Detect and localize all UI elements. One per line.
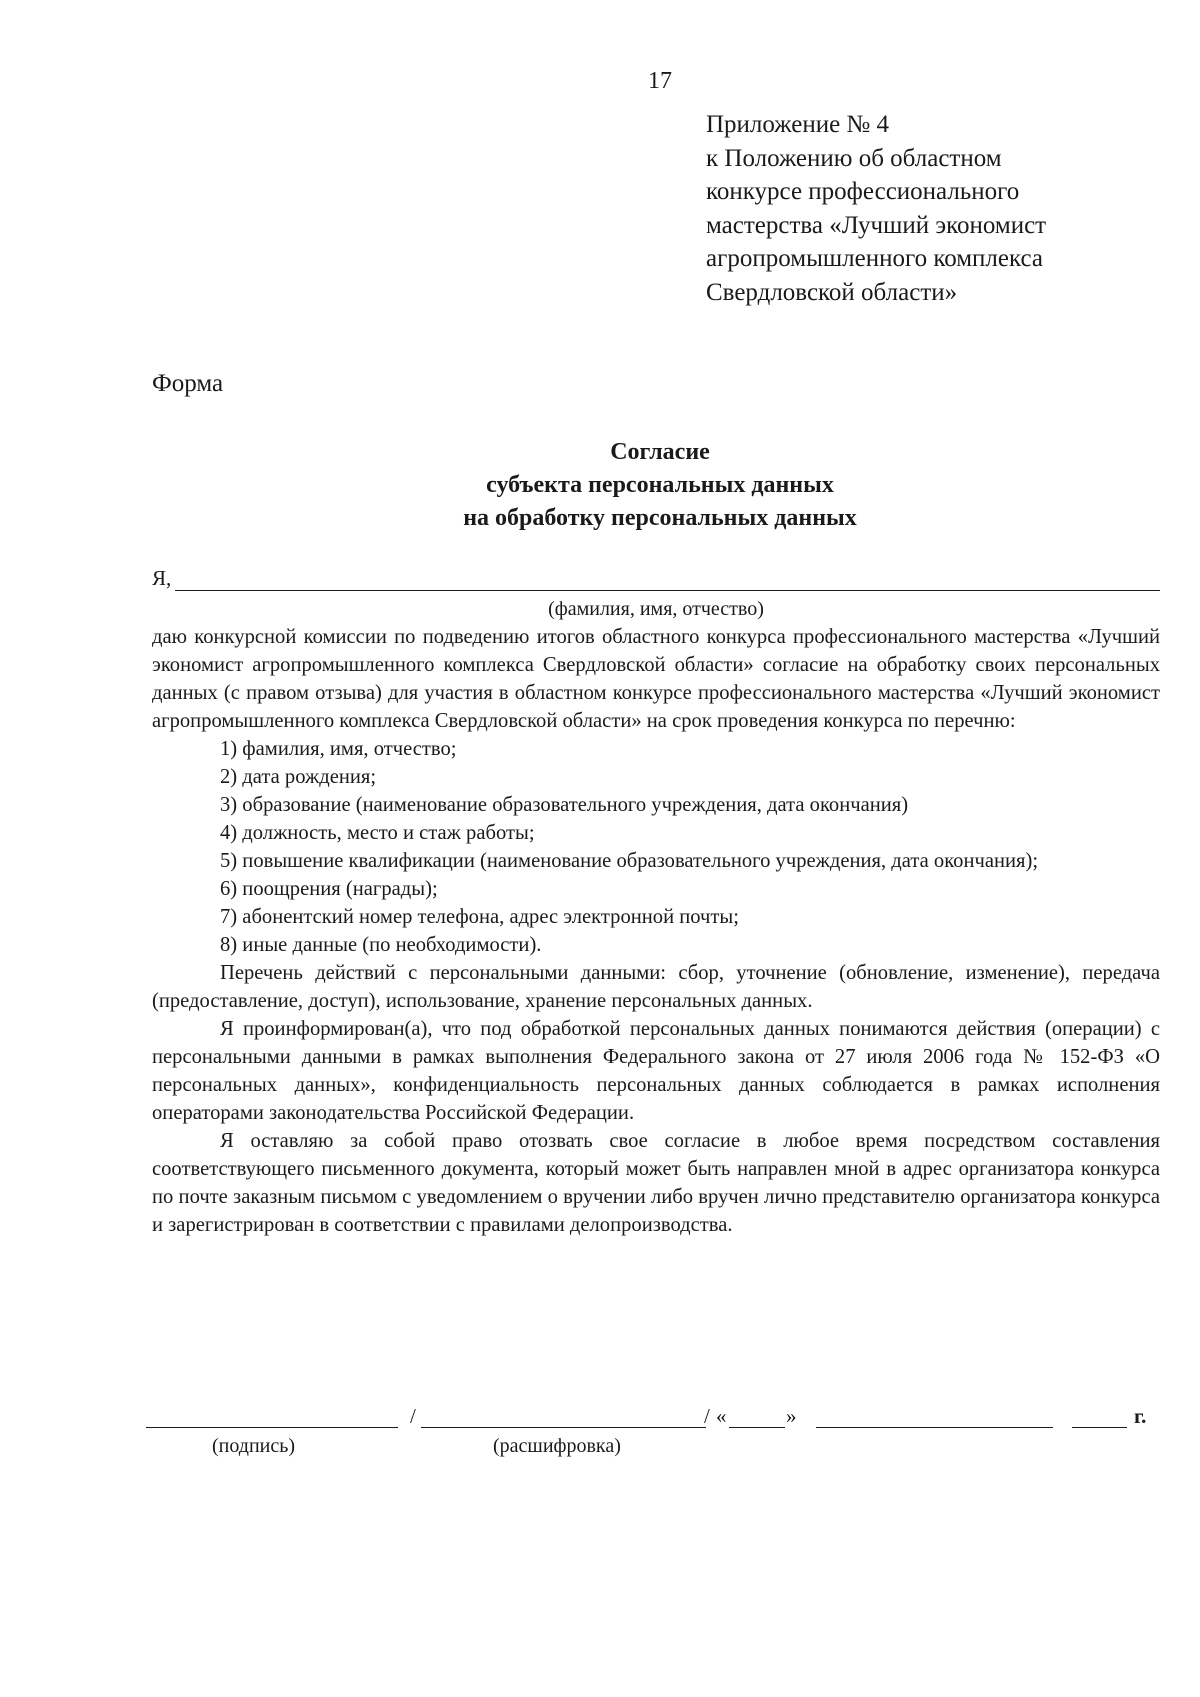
name-caption: (фамилия, имя, отчество) <box>548 598 764 620</box>
intro-paragraph: даю конкурсной комиссии по подведению итогов областного конкурса профессионального мастерства «Лучший экономист агропромышленного комплекса Свердловской области» согласие на обработку своих персональных данных (с правом отзыва) для участия в областном конкурсе профессионального мастерства «Лучший экономист агропромышленного комплекса Свердловской области» на срок проведения конкурса по перечню: <box>152 626 1160 732</box>
list-item: 2) дата рождения; <box>220 766 377 788</box>
list-item: 4) должность, место и стаж работы; <box>220 822 535 844</box>
name-blank-line[interactable] <box>175 570 1160 591</box>
form-label: Форма <box>152 370 224 397</box>
appendix-header <box>706 108 1146 309</box>
document-title <box>240 436 1080 535</box>
list-item: 6) поощрения (награды); <box>220 878 438 900</box>
list-item: 8) иные данные (по необходимости). <box>220 934 542 956</box>
signature-caption: (подпись) <box>212 1435 296 1457</box>
appendix-line: конкурсе профессионального <box>706 178 1020 205</box>
page-number: 17 <box>648 68 672 94</box>
appendix-line: Свердловской области» <box>706 278 958 306</box>
informed-paragraph: Я проинформирован(а), что под обработкой персональных данных понимаются действия (операции) с персональными данными в рамках выполнения Федерального закона от 27 июля 2006 года № 152-ФЗ «О персональных данных», конфиденциальность персональных данных соблюдается в рамках исполнения операторами законодательства Российской Федерации. <box>152 1018 1160 1124</box>
full-name-field[interactable] <box>152 566 1160 591</box>
appendix-line: к Положению об областном <box>706 144 1002 172</box>
appendix-line: Приложение № 4 <box>706 111 890 138</box>
decoding-caption: (расшифровка) <box>493 1435 621 1457</box>
year-suffix: г. <box>1134 1404 1147 1428</box>
actions-paragraph: Перечень действий с персональными данными: сбор, уточнение (обновление, изменение), передача (предоставление, доступ), использование, хранение персональных данных. <box>152 962 1160 1012</box>
slash-separator: / <box>704 1404 710 1428</box>
open-quote: « <box>716 1404 727 1428</box>
list-item: 7) абонентский номер телефона, адрес электронной почты; <box>220 906 739 928</box>
month-blank-line[interactable] <box>816 1427 1053 1428</box>
list-item: 1) фамилия, имя, отчество; <box>220 738 457 760</box>
title-line: на обработку персональных данных <box>463 505 857 531</box>
day-blank-line[interactable] <box>729 1427 785 1428</box>
signature-row <box>146 1400 1160 1440</box>
title-line: субъекта персональных данных <box>486 472 834 498</box>
revocation-paragraph: Я оставляю за собой право отозвать свое согласие в любое время посредством составления соответствующего письменного документа, который может быть направлен мной в адрес организатора конкурса по почте заказным письмом с уведомлением о вручении либо вручен лично представителю организатора конкурса и зарегистрирован в соответствии с правилами делопроизводства. <box>152 1130 1160 1236</box>
document-body <box>152 623 1160 1239</box>
list-item: 3) образование (наименование образовательного учреждения, дата окончания) <box>220 794 909 816</box>
slash-separator: / <box>410 1404 416 1428</box>
decoding-blank-line[interactable] <box>421 1427 706 1428</box>
title-line: Согласие <box>610 439 710 465</box>
appendix-line: мастерства «Лучший экономист <box>706 211 1047 239</box>
appendix-line: агропромышленного комплекса <box>706 245 1044 272</box>
name-prefix: Я, <box>152 566 172 590</box>
year-blank-line[interactable] <box>1072 1427 1127 1428</box>
signature-blank-line[interactable] <box>146 1427 398 1428</box>
list-item: 5) повышение квалификации (наименование образовательного учреждения, дата окончания); <box>220 850 1039 872</box>
close-quote: » <box>786 1404 797 1428</box>
